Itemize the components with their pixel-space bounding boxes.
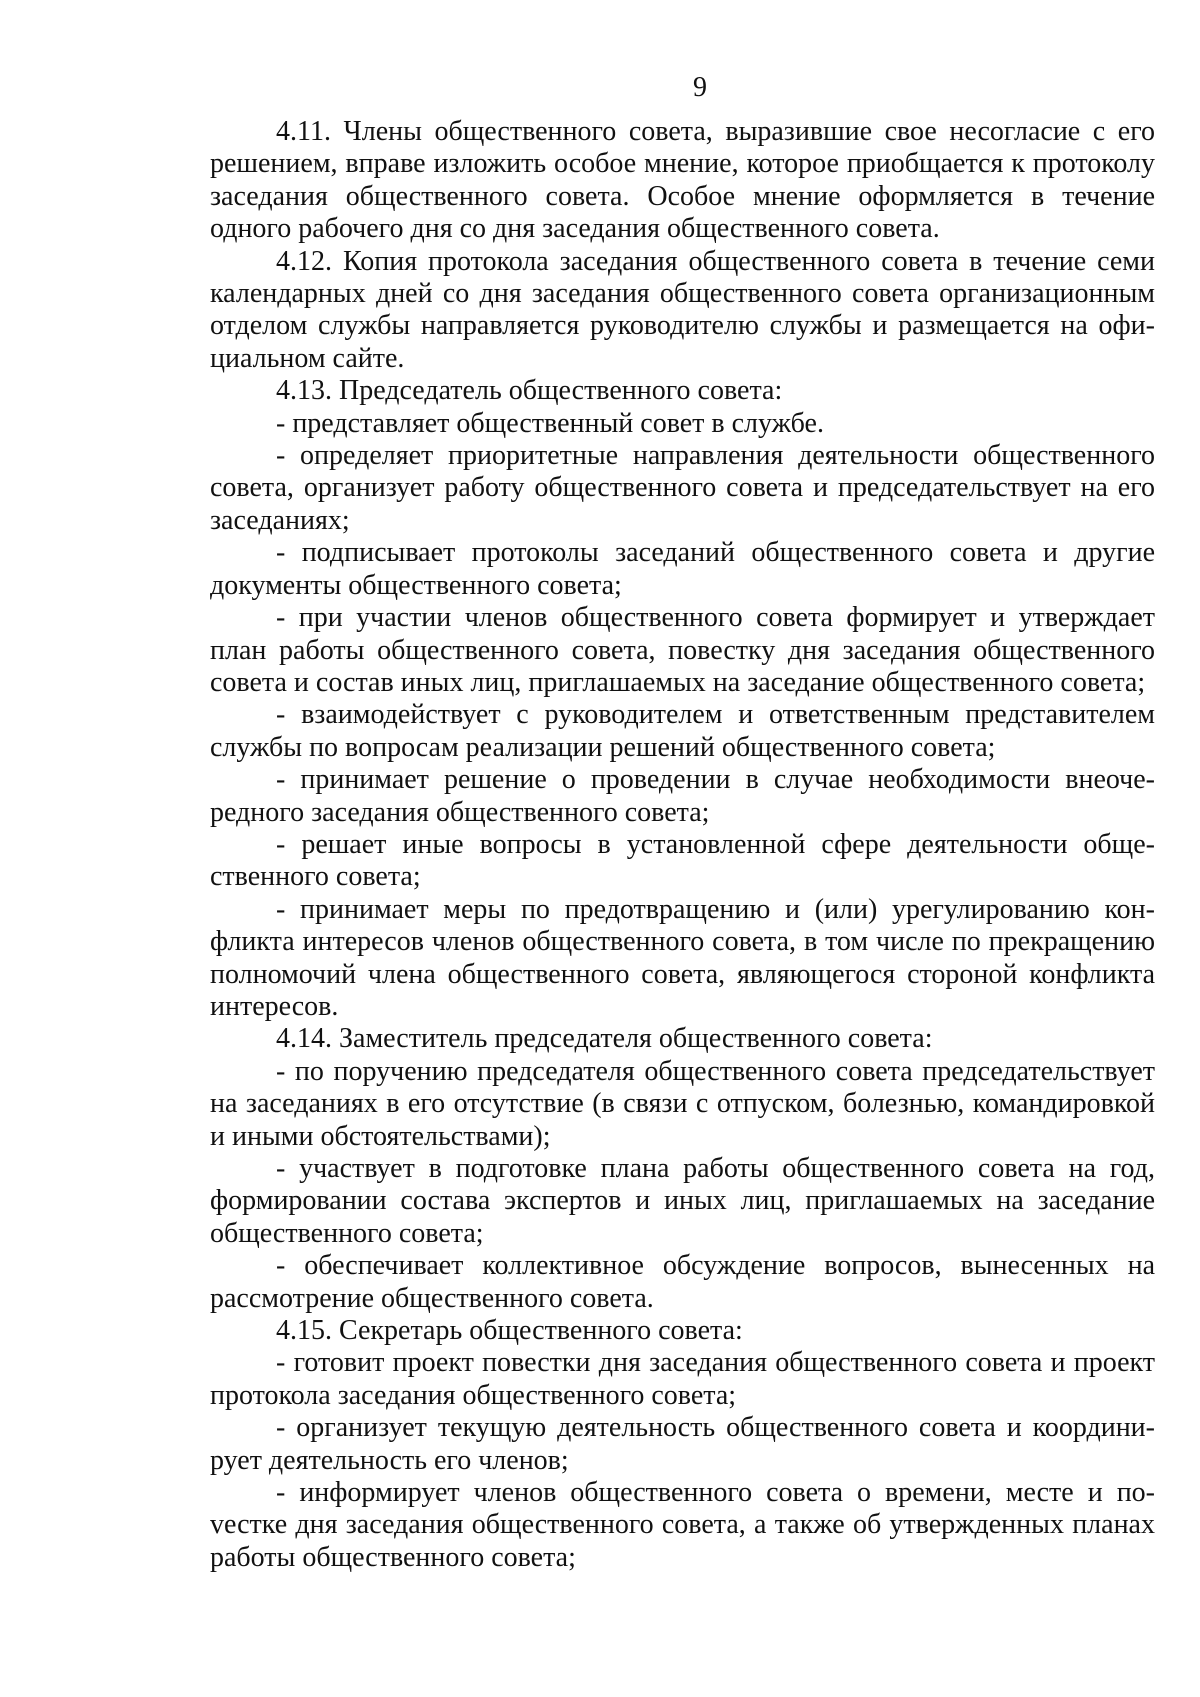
list-item: - готовит проект повестки дня заседания общественного совета и проект протокола заседания общественного совета; [210, 1347, 1155, 1411]
list-item: - принимает меры по предотвращению и (или) урегулированию конфликта интересов членов общественного совета, в том числе по прекращению полномочий члена общественного совета, являющегося стороной конфликта интересов. [210, 893, 1155, 1022]
list-item: - взаимодействует с руководителем и ответственным представителем службы по вопросам реализации решений общественного совета; [210, 699, 1155, 763]
list-item: - организует текущую деятельность общественного совета и координирует деятельность его членов; [210, 1412, 1155, 1476]
page-number: 9 [693, 72, 707, 103]
list-item: - по поручению председателя общественного совета председательствует на заседаниях в его отсутствие (в связи с отпуском, болезнью, командировкой и иными обстоятельствами); [210, 1055, 1155, 1152]
list-item: - решает иные вопросы в установленной сфере деятельности общественного совета; [210, 828, 1155, 893]
list-item: - участвует в подготовке плана работы общественного совета на год, формировании состава экспертов и иных лиц, приглашаемых на заседание общественного совета; [210, 1153, 1155, 1249]
paragraph-4-12: 4.12. Копия протокола заседания общественного совета в течение семи календарных дней со дня заседания общественного совета организационным отделом службы направляется руководителю службы и размещается на официальном сайте. [210, 245, 1155, 374]
list-item: - определяет приоритетные направления деятельности общественного совета, организует работу общественного совета и председательствует на его заседаниях; [210, 440, 1155, 536]
paragraph-4-14-heading: 4.14. Заместитель председателя общественного совета: [276, 1023, 933, 1055]
paragraph-4-15-heading: 4.15. Секретарь общественного совета: [276, 1315, 743, 1347]
list-item: - подписывает протоколы заседаний общественного совета и другие документы общественного совета; [210, 537, 1155, 601]
list-item: - представляет общественный совет в службе. [276, 407, 824, 439]
list-item: - обеспечивает коллективное обсуждение вопросов, вынесенных на рассмотрение общественного совета. [210, 1250, 1155, 1314]
paragraph-4-13-heading: 4.13. Председатель общественного совета: [276, 375, 783, 407]
list-item: - информирует членов общественного совета о времени, месте и поvестке дня заседания общественного совета, а также об утвержденных планах работы общественного совета; [210, 1477, 1155, 1573]
document-body [210, 116, 1155, 1574]
paragraph-4-11: 4.11. Члены общественного совета, выразившие свое несогласие с его решением, вправе изложить особое мнение, которое приобщается к протоколу заседания общественного совета. Особое мнение оформляется в течение одного рабочего дня со дня заседания общественного совета. [210, 116, 1155, 245]
list-item: - принимает решение о проведении в случае необходимости внеочередного заседания общественного совета; [210, 764, 1155, 828]
list-item: - при участии членов общественного совета формирует и утверждает план работы общественного совета, повестку дня заседания общественного совета и состав иных лиц, приглашаемых на заседание общественного совета; [210, 602, 1155, 698]
